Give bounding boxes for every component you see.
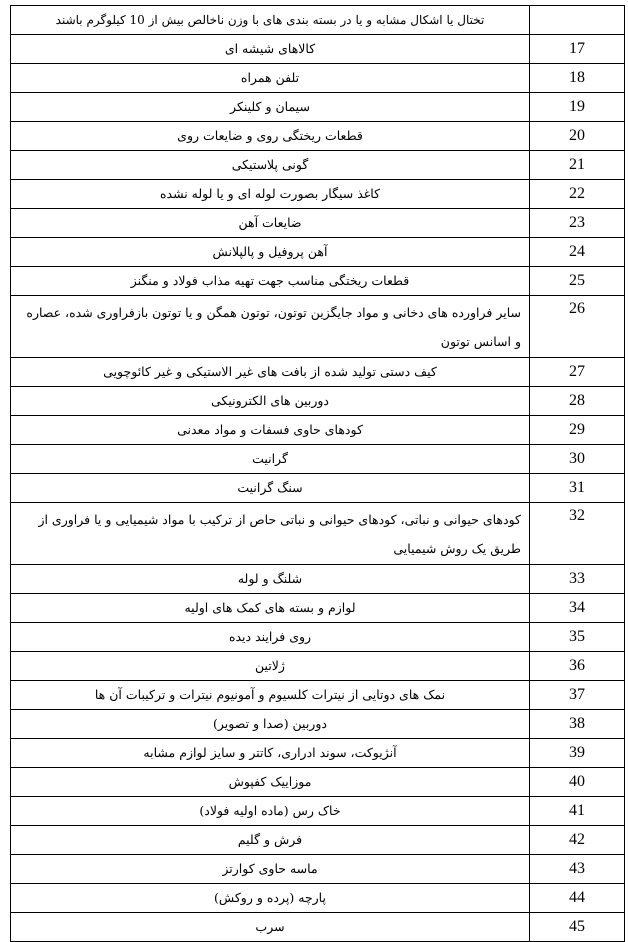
item-number: 32 bbox=[530, 503, 625, 565]
item-description: شلنگ و لوله bbox=[11, 565, 530, 594]
item-number: 42 bbox=[530, 826, 625, 855]
item-number: 34 bbox=[530, 594, 625, 623]
table-row bbox=[11, 623, 625, 652]
table-row bbox=[11, 238, 625, 267]
item-description: سایر فراورده های دخانی و مواد جایگزین توتون، توتون همگن و یا توتون بازفراوری شده، عصاره و اسانس توتون bbox=[11, 296, 530, 358]
item-number: 44 bbox=[530, 884, 625, 913]
item-number: 36 bbox=[530, 652, 625, 681]
item-number: 26 bbox=[530, 296, 625, 358]
item-number: 17 bbox=[530, 35, 625, 64]
item-number: 41 bbox=[530, 797, 625, 826]
table-row bbox=[11, 151, 625, 180]
table-row bbox=[11, 358, 625, 387]
table-row bbox=[11, 93, 625, 122]
item-number: 25 bbox=[530, 267, 625, 296]
header-description-cell: تختال یا اشکال مشابه و یا در بسته بندی های با وزن ناخالص بیش از 10 کیلوگرم باشند bbox=[11, 6, 530, 35]
item-description: کیف دستی تولید شده از بافت های غیر الاستیکی و غیر کائوچویی bbox=[11, 358, 530, 387]
table-row bbox=[11, 267, 625, 296]
item-description: سنگ گرانیت bbox=[11, 474, 530, 503]
table-row bbox=[11, 797, 625, 826]
item-description: فرش و گلیم bbox=[11, 826, 530, 855]
table-row bbox=[11, 296, 625, 358]
item-description: گرانیت bbox=[11, 445, 530, 474]
goods-table-body bbox=[11, 6, 625, 942]
item-description: کودهای حیوانی و نباتی، کودهای حیوانی و نباتی حاص از ترکیب با مواد شیمیایی و یا فراوری از طریق یک روش شیمیایی bbox=[11, 503, 530, 565]
table-row bbox=[11, 416, 625, 445]
table-row bbox=[11, 826, 625, 855]
item-number: 27 bbox=[530, 358, 625, 387]
item-number: 40 bbox=[530, 768, 625, 797]
item-description: موزاییک کفپوش bbox=[11, 768, 530, 797]
item-description: دوربین های الکترونیکی bbox=[11, 387, 530, 416]
table-row bbox=[11, 180, 625, 209]
item-number: 39 bbox=[530, 739, 625, 768]
goods-table bbox=[10, 5, 625, 942]
item-number: 22 bbox=[530, 180, 625, 209]
table-row bbox=[11, 503, 625, 565]
table-row bbox=[11, 209, 625, 238]
item-number: 20 bbox=[530, 122, 625, 151]
table-row bbox=[11, 35, 625, 64]
item-description: روی فرایند دیده bbox=[11, 623, 530, 652]
item-description: قطعات ریختگی مناسب جهت تهیه مذاب فولاد و منگنز bbox=[11, 267, 530, 296]
item-description: کالاهای شیشه ای bbox=[11, 35, 530, 64]
item-description: نمک های دوتایی از نیترات کلسیوم و آمونیوم نیترات و ترکیبات آن ها bbox=[11, 681, 530, 710]
table-row bbox=[11, 681, 625, 710]
table-row bbox=[11, 739, 625, 768]
item-number: 37 bbox=[530, 681, 625, 710]
item-number: 31 bbox=[530, 474, 625, 503]
item-description: پارچه (پرده و روکش) bbox=[11, 884, 530, 913]
table-row bbox=[11, 594, 625, 623]
item-description: سیمان و کلینکر bbox=[11, 93, 530, 122]
table-row bbox=[11, 387, 625, 416]
header-number-cell bbox=[530, 6, 625, 35]
table-row bbox=[11, 884, 625, 913]
item-number: 45 bbox=[530, 913, 625, 942]
item-description: خاک رس (ماده اولیه فولاد) bbox=[11, 797, 530, 826]
item-number: 21 bbox=[530, 151, 625, 180]
item-number: 18 bbox=[530, 64, 625, 93]
item-description: آنژیوکت، سوند ادراری، کاتتر و سایز لوازم مشابه bbox=[11, 739, 530, 768]
item-description: لوازم و بسته های کمک های اولیه bbox=[11, 594, 530, 623]
table-row bbox=[11, 768, 625, 797]
table-row bbox=[11, 474, 625, 503]
item-number: 19 bbox=[530, 93, 625, 122]
table-row bbox=[11, 122, 625, 151]
item-description: کودهای حاوی فسفات و مواد معدنی bbox=[11, 416, 530, 445]
item-description: ماسه حاوی کوارتز bbox=[11, 855, 530, 884]
table-row bbox=[11, 855, 625, 884]
item-number: 35 bbox=[530, 623, 625, 652]
item-number: 24 bbox=[530, 238, 625, 267]
table-row bbox=[11, 710, 625, 739]
item-number: 29 bbox=[530, 416, 625, 445]
table-row bbox=[11, 652, 625, 681]
table-row bbox=[11, 445, 625, 474]
item-description: دوربین (صدا و تصویر) bbox=[11, 710, 530, 739]
item-number: 43 bbox=[530, 855, 625, 884]
item-number: 38 bbox=[530, 710, 625, 739]
table-row-header bbox=[11, 6, 625, 35]
item-description: ژلاتین bbox=[11, 652, 530, 681]
item-description: تلفن همراه bbox=[11, 64, 530, 93]
item-description: کاغذ سیگار بصورت لوله ای و یا لوله نشده bbox=[11, 180, 530, 209]
item-number: 30 bbox=[530, 445, 625, 474]
item-description: قطعات ریختگی روی و ضایعات روی bbox=[11, 122, 530, 151]
item-description: ضایعات آهن bbox=[11, 209, 530, 238]
item-description: سرب bbox=[11, 913, 530, 942]
item-number: 28 bbox=[530, 387, 625, 416]
table-row bbox=[11, 64, 625, 93]
item-description: آهن پروفیل و پالپلانش bbox=[11, 238, 530, 267]
item-number: 23 bbox=[530, 209, 625, 238]
item-number: 33 bbox=[530, 565, 625, 594]
table-row bbox=[11, 913, 625, 942]
table-row bbox=[11, 565, 625, 594]
item-description: گونی پلاستیکی bbox=[11, 151, 530, 180]
